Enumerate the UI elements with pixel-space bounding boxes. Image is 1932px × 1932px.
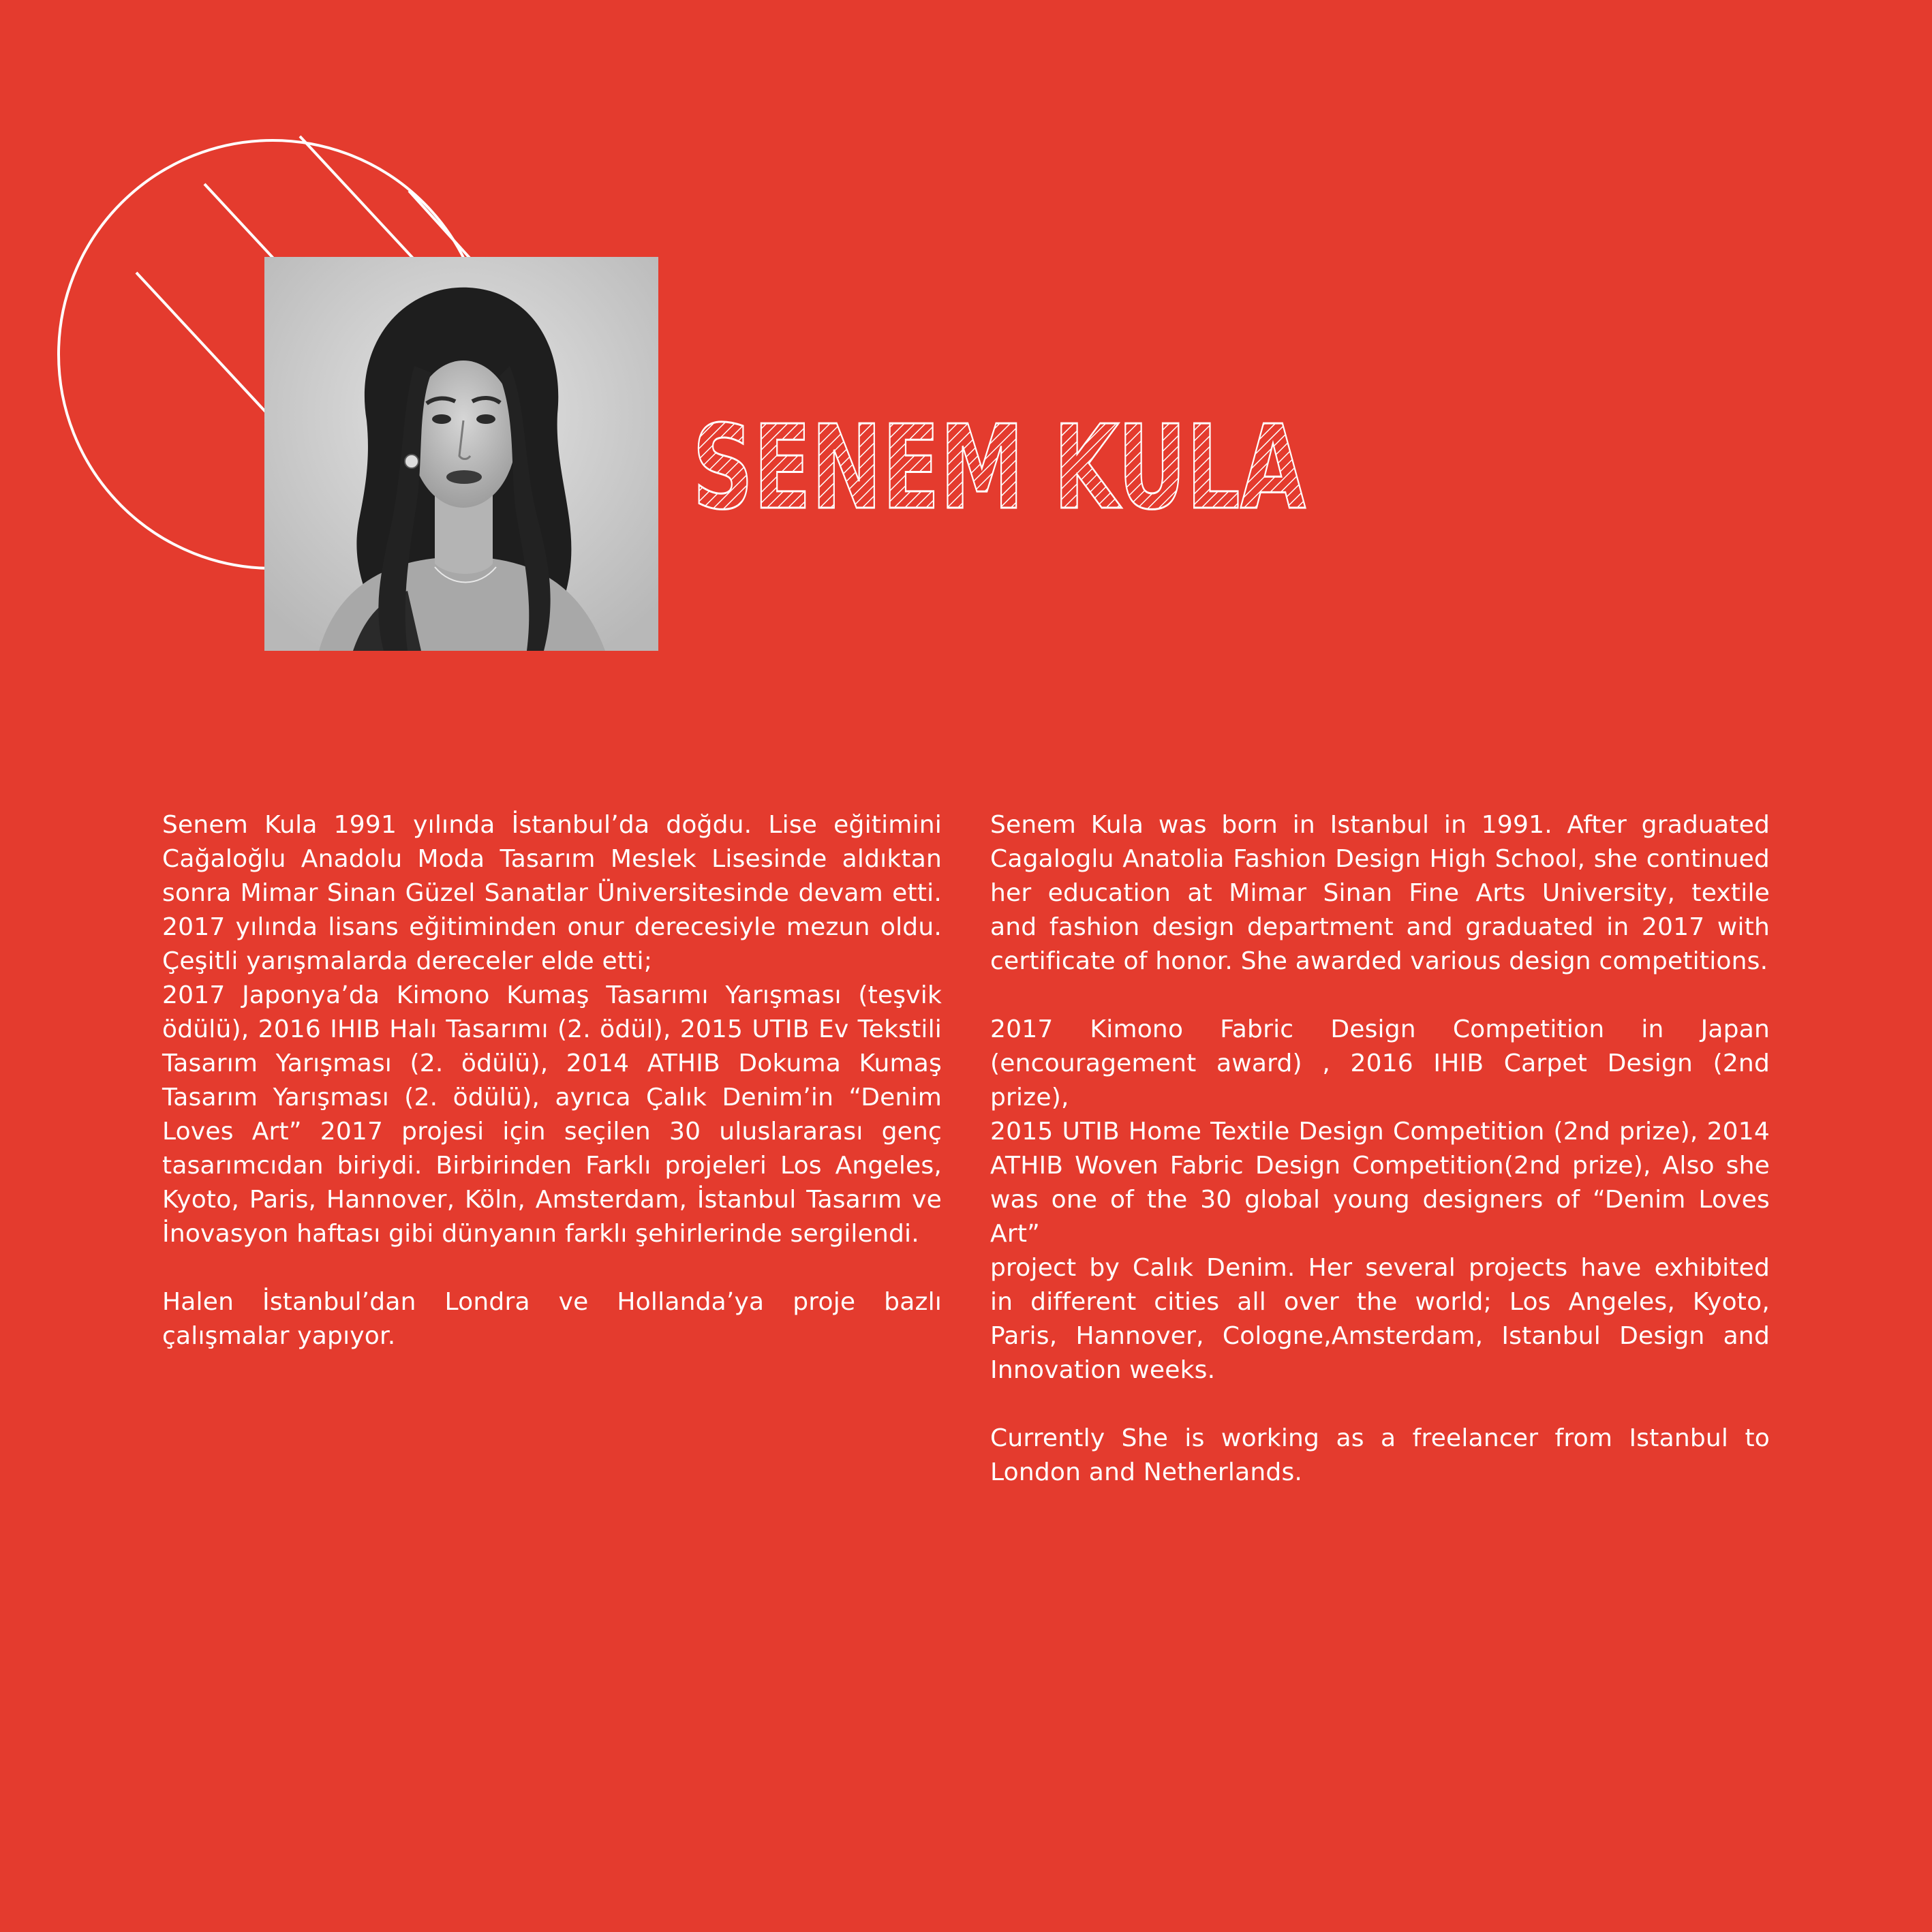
turkish-awards-paragraph bbox=[162, 979, 942, 1251]
text-line: sonra Mimar Sinan Güzel Sanatlar Üniversitesinde devam etti. bbox=[162, 879, 942, 907]
text-line: Cagaloglu Anatolia Fashion Design High School, she continued bbox=[990, 845, 1770, 873]
text-line: Senem Kula was born in Istanbul in 1991. After graduated bbox=[990, 811, 1770, 839]
text-line: Senem Kula 1991 yılında İstanbul’da doğdu. Lise eğitimini bbox=[162, 811, 942, 839]
text-line: in different cities all over the world; Los Angeles, Kyoto, bbox=[990, 1288, 1770, 1316]
text-line: project by Calık Denim. Her several projects have exhibited bbox=[990, 1254, 1770, 1282]
turkish-bio-column bbox=[162, 808, 942, 1353]
name-title bbox=[688, 401, 1315, 536]
text-line: Tasarım Yarışması (2. ödülü), 2014 ATHIB Dokuma Kumaş bbox=[162, 1049, 942, 1077]
text-line: Halen İstanbul’dan Londra ve Hollanda’ya proje bazlı bbox=[162, 1288, 942, 1316]
text-line: İnovasyon haftası gibi dünyanın farklı şehirlerinde sergilendi. bbox=[162, 1220, 919, 1248]
text-line: Loves Art” 2017 projesi için seçilen 30 uluslararası genç bbox=[162, 1118, 942, 1146]
text-line: Tasarım Yarışması (2. ödülü), ayrıca Çalık Denim’in “Denim bbox=[162, 1084, 942, 1111]
text-line: Cağaloğlu Anadolu Moda Tasarım Meslek Lisesinde aldıktan bbox=[162, 845, 942, 873]
text-line: çalışmalar yapıyor. bbox=[162, 1322, 396, 1350]
text-line: ödülü), 2016 IHIB Halı Tasarımı (2. ödül), 2015 UTIB Ev Tekstili bbox=[162, 1015, 942, 1043]
turkish-current-paragraph bbox=[162, 1285, 942, 1353]
text-line: 2017 Japonya’da Kimono Kumaş Tasarımı Yarışması (teşvik bbox=[162, 981, 942, 1009]
text-line: 2015 UTIB Home Textile Design Competition (2nd prize), 2014 bbox=[990, 1118, 1770, 1146]
text-line: her education at Mimar Sinan Fine Arts University, textile bbox=[990, 879, 1770, 907]
text-line: ATHIB Woven Fabric Design Competition(2nd prize), Also she bbox=[990, 1152, 1770, 1180]
english-bio-paragraph bbox=[990, 808, 1770, 979]
english-awards-paragraph bbox=[990, 1013, 1770, 1387]
english-current-paragraph bbox=[990, 1422, 1770, 1490]
text-line: tasarımcıdan biriydi. Birbirinden Farklı projeleri Los Angeles, bbox=[162, 1152, 942, 1180]
text-line: and fashion design department and graduated in 2017 with bbox=[990, 913, 1770, 941]
portrait bbox=[264, 257, 658, 651]
text-line: Currently She is working as a freelancer from Istanbul to bbox=[990, 1424, 1770, 1452]
english-bio-column bbox=[990, 808, 1770, 1490]
text-line: Paris, Hannover, Cologne,Amsterdam, Istanbul Design and bbox=[990, 1322, 1770, 1350]
text-line: certificate of honor. She awarded various design competitions. bbox=[990, 947, 1768, 975]
text-line: was one of the 30 global young designers of “Denim Loves Art” bbox=[990, 1186, 1770, 1248]
text-line: (encouragement award) , 2016 IHIB Carpet Design (2nd prize), bbox=[990, 1049, 1770, 1111]
text-line: London and Netherlands. bbox=[990, 1458, 1303, 1486]
name-title-text: SENEM KULA bbox=[692, 401, 1306, 536]
text-line: Çeşitli yarışmalarda dereceler elde etti; bbox=[162, 947, 653, 975]
text-line: Kyoto, Paris, Hannover, Köln, Amsterdam, İstanbul Tasarım ve bbox=[162, 1186, 942, 1214]
text-line: 2017 yılında lisans eğitiminden onur derecesiyle mezun oldu. bbox=[162, 913, 942, 941]
text-line: 2017 Kimono Fabric Design Competition in Japan bbox=[990, 1015, 1770, 1043]
text-line: Innovation weeks. bbox=[990, 1356, 1216, 1384]
turkish-bio-paragraph bbox=[162, 808, 942, 979]
